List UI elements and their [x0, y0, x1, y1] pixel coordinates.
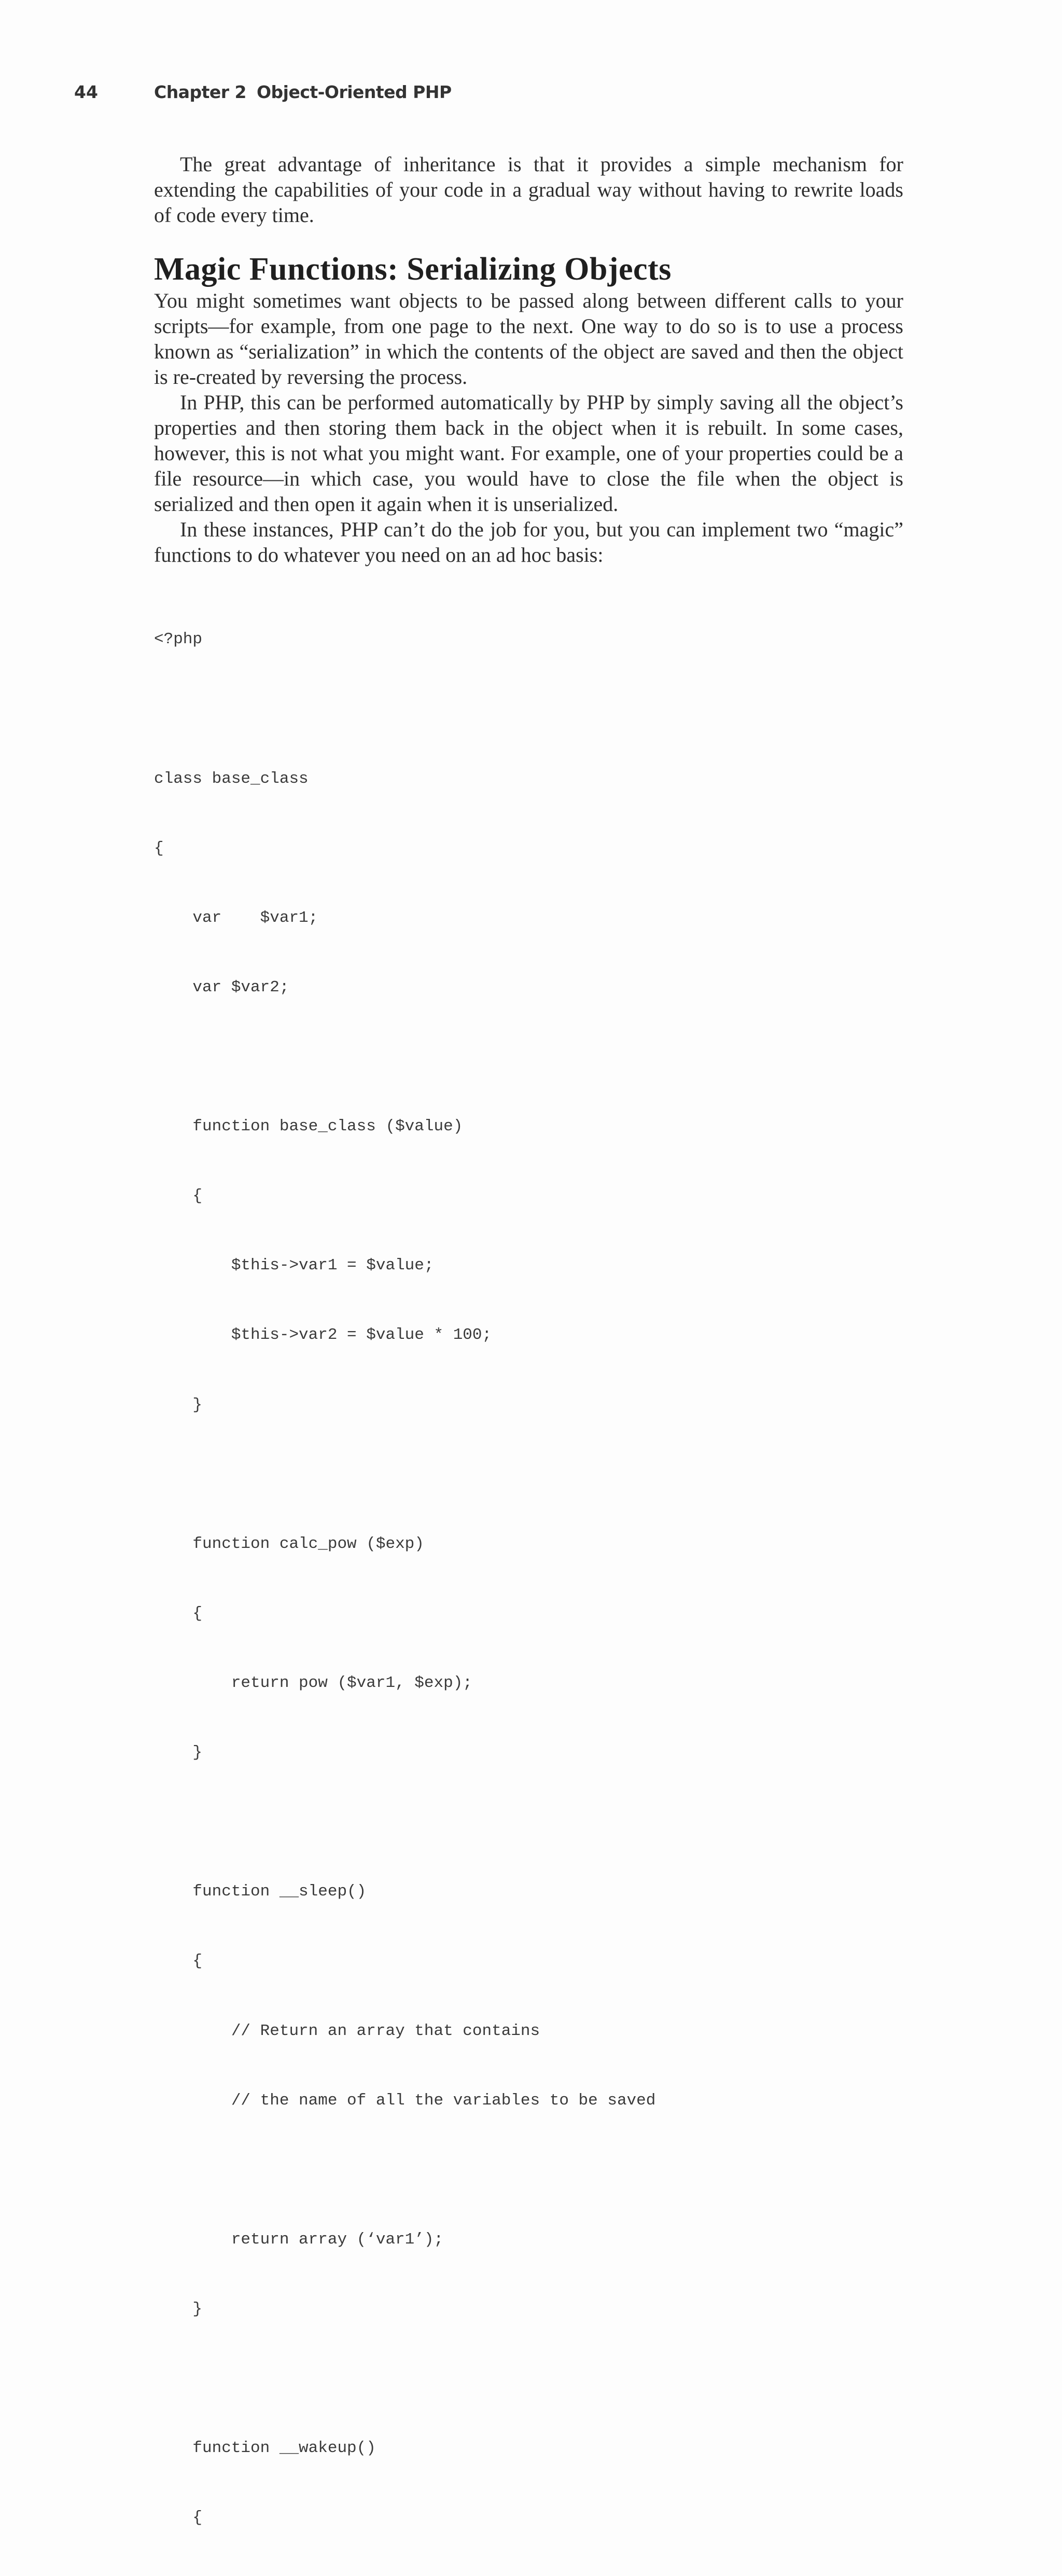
code-line	[154, 1046, 903, 1069]
section-paragraph-3: In these instances, PHP can’t do the job for you, but you can implement two “magic” functions to do whatever you need on an ad hoc basis:	[154, 518, 903, 566]
code-line: function calc_pow ($exp)	[154, 1534, 424, 1553]
code-line	[154, 1463, 903, 1487]
section-heading: Magic Functions: Serializing Objects	[154, 252, 672, 287]
code-line: {	[154, 1604, 203, 1623]
code-line: {	[154, 2509, 203, 2527]
chapter-heading	[154, 82, 452, 102]
section-paragraph-1: You might sometimes want objects to be passed along between different calls to your scripts—for example, from one page to the next. One way to do so is to use a process known as “serialization” in which the contents of the object are saved and then the object is re-created by reversing the process.	[154, 289, 903, 389]
code-line	[154, 2159, 903, 2182]
running-head	[0, 82, 1062, 111]
code-line: $this->var1 = $value;	[154, 1256, 434, 1275]
code-line: {	[154, 839, 164, 857]
code-line: <?php	[154, 630, 203, 649]
code-line: class base_class	[154, 769, 309, 788]
section-paragraph-2: In PHP, this can be performed automatically by PHP by simply saving all the object’s properties and then storing them back in the object when it is rebuilt. In some cases, however, this is not what you might want. For example, one of your properties could be a file resource—in which case, you would have to close the file when the object is serialized and then open it again when it is unserialized.	[154, 391, 903, 516]
intro-paragraph: The great advantage of inheritance is that it provides a simple mechanism for extending the capabilities of your code in a gradual way without having to rewrite loads of code every time.	[154, 153, 903, 227]
code-line: function base_class ($value)	[154, 1117, 463, 1136]
code-line	[154, 698, 903, 722]
code-line: function __sleep()	[154, 1882, 367, 1901]
code-line: var $var2;	[154, 978, 289, 996]
code-line: }	[154, 2300, 203, 2318]
code-line: $this->var2 = $value * 100;	[154, 1326, 492, 1345]
chapter-label: Chapter 2	[154, 82, 246, 102]
code-line: {	[154, 1952, 203, 1971]
code-line: var $var1;	[154, 908, 318, 927]
code-listing	[154, 582, 903, 2576]
chapter-title: Object-Oriented PHP	[256, 82, 452, 102]
code-line	[154, 1811, 903, 1834]
code-line: // the name of all the variables to be saved	[154, 2091, 656, 2110]
code-line: }	[154, 1743, 203, 1762]
code-line: function __wakeup()	[154, 2439, 376, 2458]
code-line: {	[154, 1187, 203, 1206]
code-line: }	[154, 1395, 203, 1414]
code-line	[154, 2367, 903, 2391]
code-line: return pow ($var1, $exp);	[154, 1674, 472, 1692]
code-line: // Return an array that contains	[154, 2021, 540, 2040]
code-line: return array (‘var1’);	[154, 2230, 444, 2249]
page-number: 44	[74, 82, 98, 102]
page-body	[154, 151, 903, 2576]
